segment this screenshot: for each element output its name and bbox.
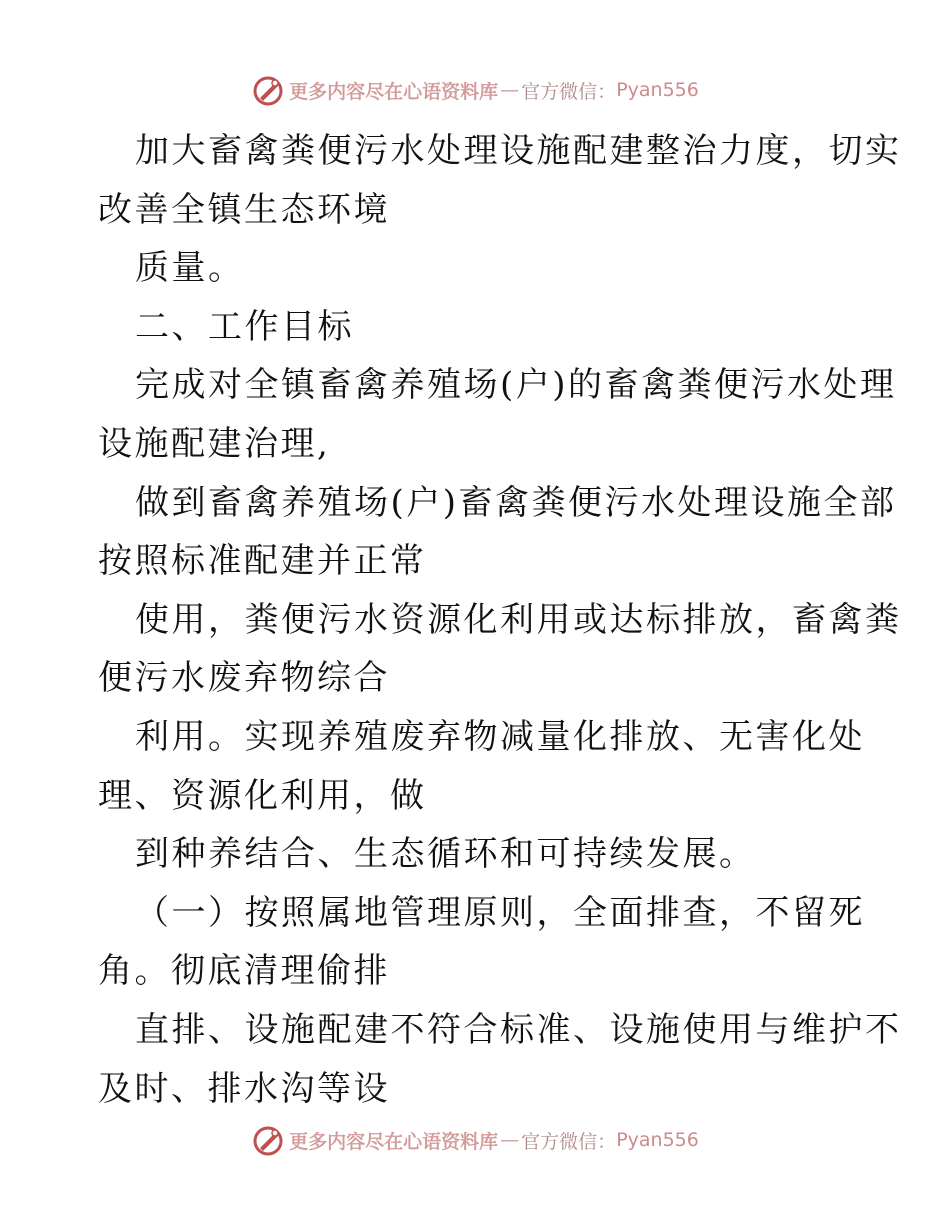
text-line: 便污水废弃物综合 bbox=[98, 658, 390, 699]
brand-logo-icon bbox=[251, 1123, 285, 1157]
section-heading: 二、工作目标 bbox=[135, 306, 354, 347]
text-line: 加大畜禽粪便污水处理设施配建整治力度，切实 bbox=[135, 131, 902, 171]
brand-logo-icon bbox=[251, 73, 285, 107]
text-line: 完成对全镇畜禽养殖场(户)的畜禽粪便污水处理 bbox=[135, 365, 897, 406]
footer-watermark bbox=[0, 1122, 950, 1158]
text-line: 按照标准配建并正常 bbox=[98, 541, 427, 582]
text-line: 角。彻底清理偷排 bbox=[98, 951, 390, 992]
document-body bbox=[98, 122, 902, 1118]
watermark-separator: — bbox=[500, 1129, 520, 1151]
text-line: 利用。实现养殖废弃物减量化排放、无害化处 bbox=[135, 716, 865, 757]
header-watermark bbox=[0, 72, 950, 108]
text-line: 直排、设施配建不符合标准、设施使用与维护不 bbox=[135, 1009, 902, 1050]
text-line: 理、资源化利用，做 bbox=[98, 775, 427, 816]
watermark-separator: — bbox=[500, 79, 520, 101]
watermark-site-text: 更多内容尽在心语资料库 bbox=[289, 80, 499, 103]
text-line: 做到畜禽养殖场(户)畜禽粪便污水处理设施全部 bbox=[135, 482, 897, 523]
text-line: （一）按照属地管理原则，全面排查，不留死 bbox=[135, 892, 865, 933]
text-line: 及时、排水沟等设 bbox=[98, 1068, 390, 1109]
text-line: 改善全镇生态环境 bbox=[98, 189, 390, 230]
watermark-wechat-id: Pyan556 bbox=[616, 1129, 699, 1151]
watermark-wechat-id: Pyan556 bbox=[616, 79, 699, 101]
text-line: 质量。 bbox=[135, 248, 245, 289]
watermark-wechat-label: 官方微信： bbox=[521, 1130, 617, 1153]
text-line: 使用，粪便污水资源化利用或达标排放，畜禽粪 bbox=[135, 599, 902, 640]
text-line: 设施配建治理, bbox=[98, 423, 331, 464]
watermark-wechat-label: 官方微信： bbox=[521, 80, 617, 103]
text-line: 到种养结合、生态循环和可持续发展。 bbox=[135, 834, 756, 875]
watermark-site-text: 更多内容尽在心语资料库 bbox=[289, 1130, 499, 1153]
